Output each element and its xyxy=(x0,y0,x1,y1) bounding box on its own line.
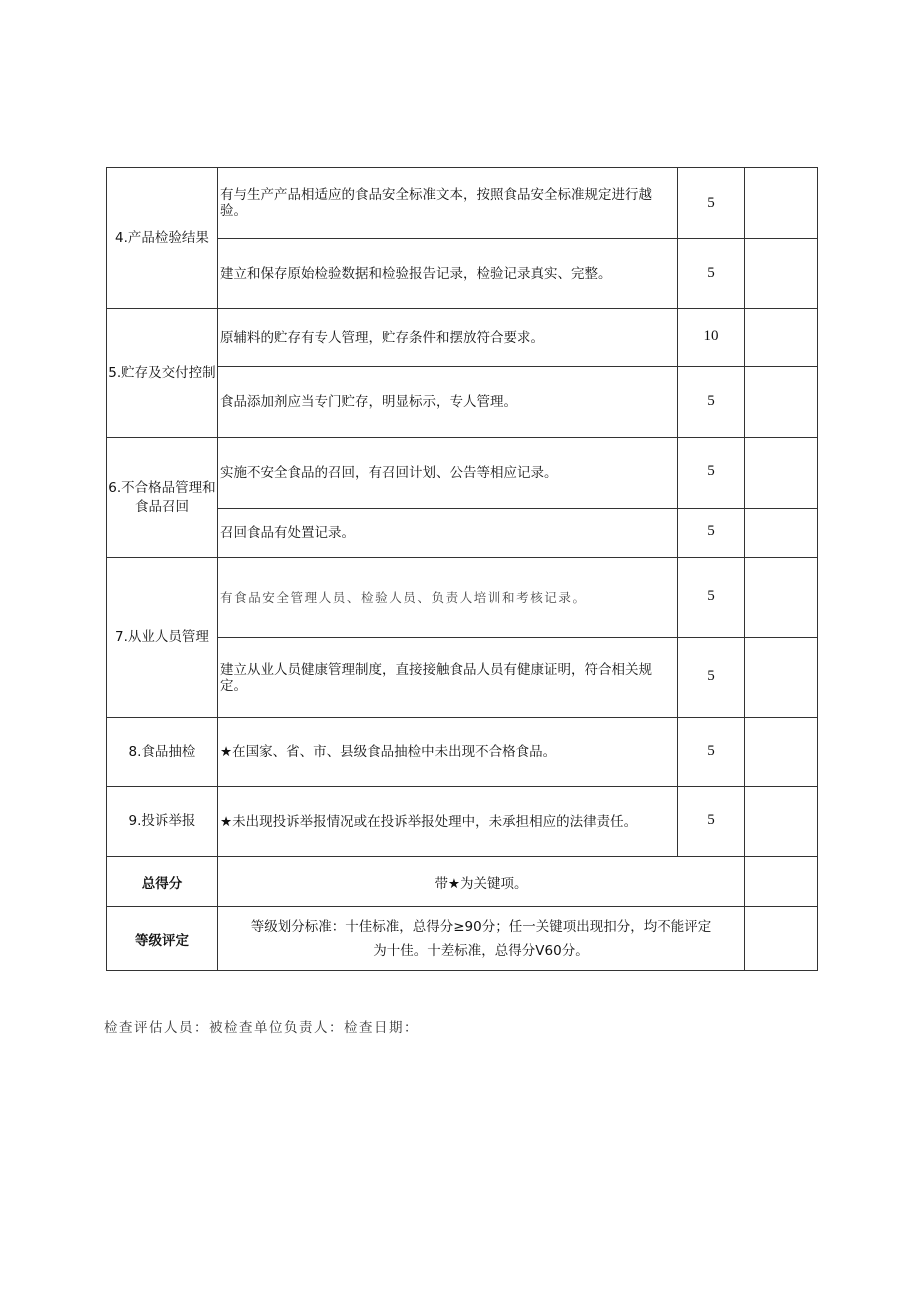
actual-score-cell xyxy=(745,787,818,857)
score-cell xyxy=(678,638,745,718)
requirement-cell: 食品添加剂应当专门贮存，明显标示，专人管理。 xyxy=(218,367,678,438)
grade-criteria-line-1: 等级划分标准：十佳标准，总得分≥90分；任一关键项出现扣分，均不能评定 xyxy=(250,918,712,935)
score-cell xyxy=(678,509,745,558)
table-row xyxy=(107,718,818,787)
key-item-note: 带★为关键项。 xyxy=(218,857,745,907)
requirement-cell: 建立从业人员健康管理制度，直接接触食品人员有健康证明，符合相关规定。 xyxy=(218,638,678,718)
score-cell xyxy=(678,787,745,857)
category-cell: 5.贮存及交付控制 xyxy=(107,309,218,438)
score-value: 10 xyxy=(703,328,719,344)
actual-score-cell xyxy=(745,438,818,509)
score-cell xyxy=(678,309,745,367)
category-cell: 6.不合格品管理和食品召回 xyxy=(107,438,218,558)
actual-score-cell xyxy=(745,558,818,638)
score-cell xyxy=(678,558,745,638)
table-row xyxy=(107,309,818,367)
score-value: 5 xyxy=(707,393,715,409)
actual-score-cell xyxy=(745,509,818,558)
total-label: 总得分 xyxy=(107,857,218,907)
actual-score-cell xyxy=(745,638,818,718)
actual-score-cell xyxy=(745,309,818,367)
requirement-cell: 有食品安全管理人员、检验人员、负责人培训和考核记录。 xyxy=(218,558,678,638)
score-value: 5 xyxy=(707,463,715,479)
grade-result-cell xyxy=(745,907,818,971)
score-cell xyxy=(678,367,745,438)
score-value: 5 xyxy=(707,265,715,281)
category-cell: 9.投诉举报 xyxy=(107,787,218,857)
requirement-cell: ★未出现投诉举报情况或在投诉举报处理中，未承担相应的法律责任。 xyxy=(218,787,678,857)
inspection-score-table xyxy=(106,167,818,971)
table-row xyxy=(107,558,818,638)
actual-score-cell xyxy=(745,367,818,438)
table-row xyxy=(107,168,818,239)
requirement-cell: 原辅料的贮存有专人管理，贮存条件和摆放符合要求。 xyxy=(218,309,678,367)
category-cell: 7.从业人员管理 xyxy=(107,558,218,718)
grade-row xyxy=(107,907,818,971)
actual-score-cell xyxy=(745,168,818,239)
total-row xyxy=(107,857,818,907)
grade-criteria-line-2: 为十佳。十差标准，总得分V60分。 xyxy=(373,942,589,959)
total-score-cell xyxy=(745,857,818,907)
actual-score-cell xyxy=(745,718,818,787)
score-value: 5 xyxy=(707,812,715,828)
grade-label: 等级评定 xyxy=(107,907,218,971)
requirement-cell: 召回食品有处置记录。 xyxy=(218,509,678,558)
signature-line: 检查评估人员：被检查单位负责人：检查日期： xyxy=(104,1020,419,1036)
score-value: 5 xyxy=(707,523,715,539)
score-cell xyxy=(678,438,745,509)
category-cell: 8.食品抽检 xyxy=(107,718,218,787)
requirement-cell: 建立和保存原始检验数据和检验报告记录，检验记录真实、完整。 xyxy=(218,239,678,309)
requirement-cell: 实施不安全食品的召回，有召回计划、公告等相应记录。 xyxy=(218,438,678,509)
score-value: 5 xyxy=(707,588,715,604)
grade-criteria xyxy=(218,907,745,971)
requirement-cell: 有与生产产品相适应的食品安全标准文本，按照食品安全标准规定进行越验。 xyxy=(218,168,678,239)
score-cell xyxy=(678,239,745,309)
score-cell xyxy=(678,718,745,787)
table-row xyxy=(107,438,818,509)
requirement-cell: ★在国家、省、市、县级食品抽检中未出现不合格食品。 xyxy=(218,718,678,787)
score-value: 5 xyxy=(707,743,715,759)
score-cell xyxy=(678,168,745,239)
table-row xyxy=(107,787,818,857)
score-value: 5 xyxy=(707,195,715,211)
score-value: 5 xyxy=(707,668,715,684)
actual-score-cell xyxy=(745,239,818,309)
category-cell: 4.产品检验结果 xyxy=(107,168,218,309)
